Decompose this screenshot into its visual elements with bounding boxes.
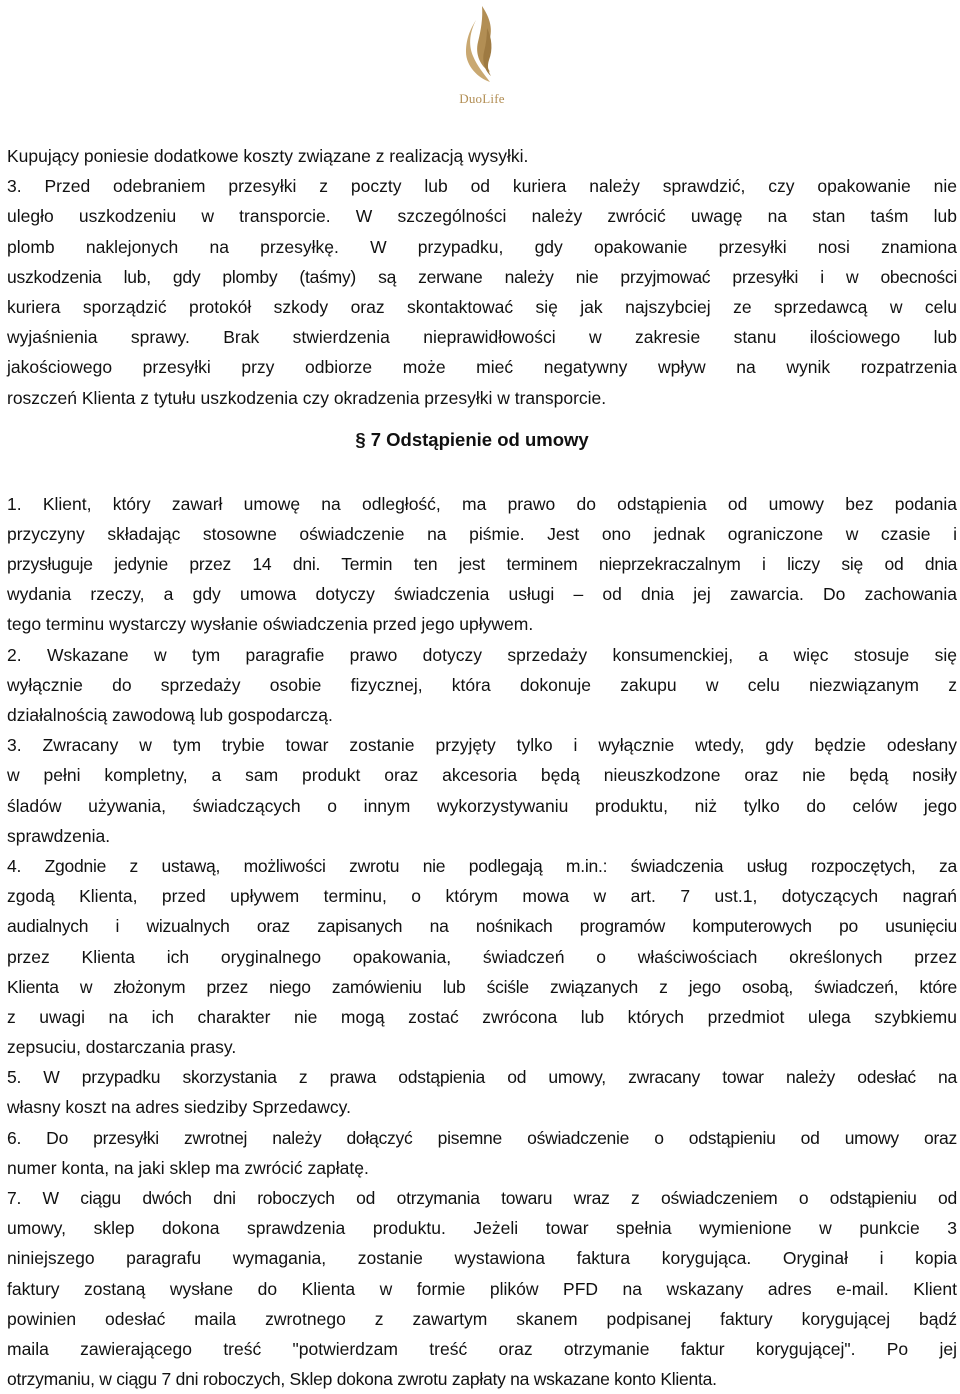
duolife-logo: [447, 4, 517, 114]
text-line: przysługuje jedynie przez 14 dni. Termin ten jest terminem nieprzekraczalnym i liczy się od dnia: [7, 554, 957, 575]
text-line: numer konta, na jaki sklep ma zwrócić zapłatę.: [7, 1157, 369, 1178]
text-line: 3. Zwracany w tym trybie towar zostanie przyjęty tylko i wyłącznie wtedy, gdy będzie odesłany: [7, 735, 957, 756]
section-heading-text: § 7 Odstąpienie od umowy: [355, 428, 589, 450]
text-line: umowy, sklep dokona sprawdzenia produktu. Jeżeli towar spełnia wymienione w punkcie 3: [7, 1218, 957, 1239]
text-line: powinien odesłać maila zwrotnego z zawartym skanem podpisanej faktury korygującej bądź: [7, 1308, 957, 1329]
text-line: tego terminu wystarczy wysłanie oświadczenia przed jego upływem.: [7, 614, 534, 635]
duolife-flame-icon: [460, 4, 504, 90]
text-line: w pełni kompletny, a sam produkt oraz akcesoria będą nieuszkodzone oraz nie będą nosiły: [7, 765, 957, 786]
text-line: 5. W przypadku skorzystania z prawa odstąpienia od umowy, zwracany towar należy odesłać na: [7, 1067, 957, 1088]
text-line: wydania rzeczy, a gdy umowa dotyczy świadczenia usługi – od dnia jej zawarcia. Do zachowania: [7, 584, 957, 605]
text-line: wyłącznie do sprzedaży osobie fizycznej, która dokonuje zakupu w celu niezwiązanym z: [7, 674, 957, 695]
text-line: własny koszt na adres siedziby Sprzedawcy.: [7, 1097, 351, 1118]
text-line: 6. Do przesyłki zwrotnej należy dołączyć pisemne oświadczenie o odstąpieniu od umowy oraz: [7, 1127, 957, 1148]
text-line: niniejszego paragrafu wymagania, zostanie wystawiona faktura korygująca. Oryginał i kopia: [7, 1248, 957, 1269]
text-line: przyczyny składając stosowne oświadczenie na piśmie. Jest ono jednak ograniczone w czasie i: [7, 523, 957, 544]
text-line: Klienta w złożonym przez niego zamówieniu lub ściśle związanych z jego osobą, świadczeń, które: [7, 976, 957, 997]
logo-brand-text: DuoLife: [459, 91, 505, 106]
text-line: audialnych i wizualnych oraz zapisanych na nośnikach programów komputerowych po usunięciu: [7, 916, 957, 937]
text-line: plomb naklejonych na przesyłkę. W przypadku, gdy opakowanie przesyłki nosi znamiona: [7, 236, 957, 257]
text-line: uległo uszkodzeniu w transporcie. W szczególności należy zwrócić uwagę na stan taśm lub: [7, 206, 957, 227]
text-line: 1. Klient, który zawarł umowę na odległość, ma prawo do odstąpienia od umowy bez podania: [7, 493, 957, 514]
intro-paragraph: [7, 141, 957, 413]
section-7-body: [7, 489, 957, 1394]
text-line: faktury zostaną wysłane do Klienta w formie plików PFD na wskazany adres e-mail. Klient: [7, 1278, 957, 1299]
text-line: jakościowego przesyłki przy odbiorze może mieć negatywny wpływ na wynik rozpatrzenia: [7, 357, 957, 378]
text-line: Kupujący poniesie dodatkowe koszty związane z realizacją wysyłki.: [7, 146, 529, 166]
text-line: uszkodzenia lub, gdy plomby (taśmy) są zerwane należy nie przyjmować przesyłki i w obecności: [7, 266, 957, 287]
text-line: z uwagi na ich charakter nie mogą zostać zwrócona lub których przedmiot ulega szybkiemu: [7, 1006, 957, 1027]
text-line: 3. Przed odebraniem przesyłki z poczty lub od kuriera należy sprawdzić, czy opakowanie nie: [7, 176, 957, 197]
text-line: zgodą Klienta, przed upływem terminu, o którym mowa w art. 7 ust.1, dotyczących nagrań: [7, 886, 957, 907]
text-line: 4. Zgodnie z ustawą, możliwości zwrotu nie podlegają m.in.: świadczenia usług rozpoczętych, za: [7, 855, 957, 876]
text-line: roszczeń Klienta z tytułu uszkodzenia czy okradzenia przesyłki w transporcie.: [7, 387, 607, 408]
text-line: kuriera sporządzić protokół szkody oraz skontaktować się jak najszybciej ze sprzedawcą w celu: [7, 296, 957, 317]
text-line: 2. Wskazane w tym paragrafie prawo dotyczy sprzedaży konsumenckiej, a więc stosuje się: [7, 644, 957, 665]
text-line: otrzymaniu, w ciągu 7 dni roboczych, Sklep dokona zwrotu zapłaty na wskazane konto Klienta.: [7, 1369, 717, 1390]
text-line: wyjaśnienia sprawy. Brak stwierdzenia nieprawidłowości w zakresie stanu ilościowego lub: [7, 327, 957, 348]
text-line: maila zawierającego treść "potwierdzam treść oraz otrzymanie faktur korygującej". Po jej: [7, 1338, 957, 1359]
document-body: [7, 141, 957, 1394]
section-heading: [7, 425, 957, 455]
text-line: śladów używania, świadczących o innym wykorzystywaniu produktu, niż tylko do celów jego: [7, 795, 957, 816]
text-line: zepsuciu, dostarczania prasy.: [7, 1037, 237, 1058]
text-line: działalnością zawodową lub gospodarczą.: [7, 705, 333, 725]
text-line: sprawdzenia.: [7, 825, 111, 846]
text-line: przez Klienta ich oryginalnego opakowania, świadczeń o właściwościach określonych przez: [7, 946, 957, 967]
text-line: 7. W ciągu dwóch dni roboczych od otrzymania towaru wraz z oświadczeniem o odstąpieniu od: [7, 1188, 957, 1208]
